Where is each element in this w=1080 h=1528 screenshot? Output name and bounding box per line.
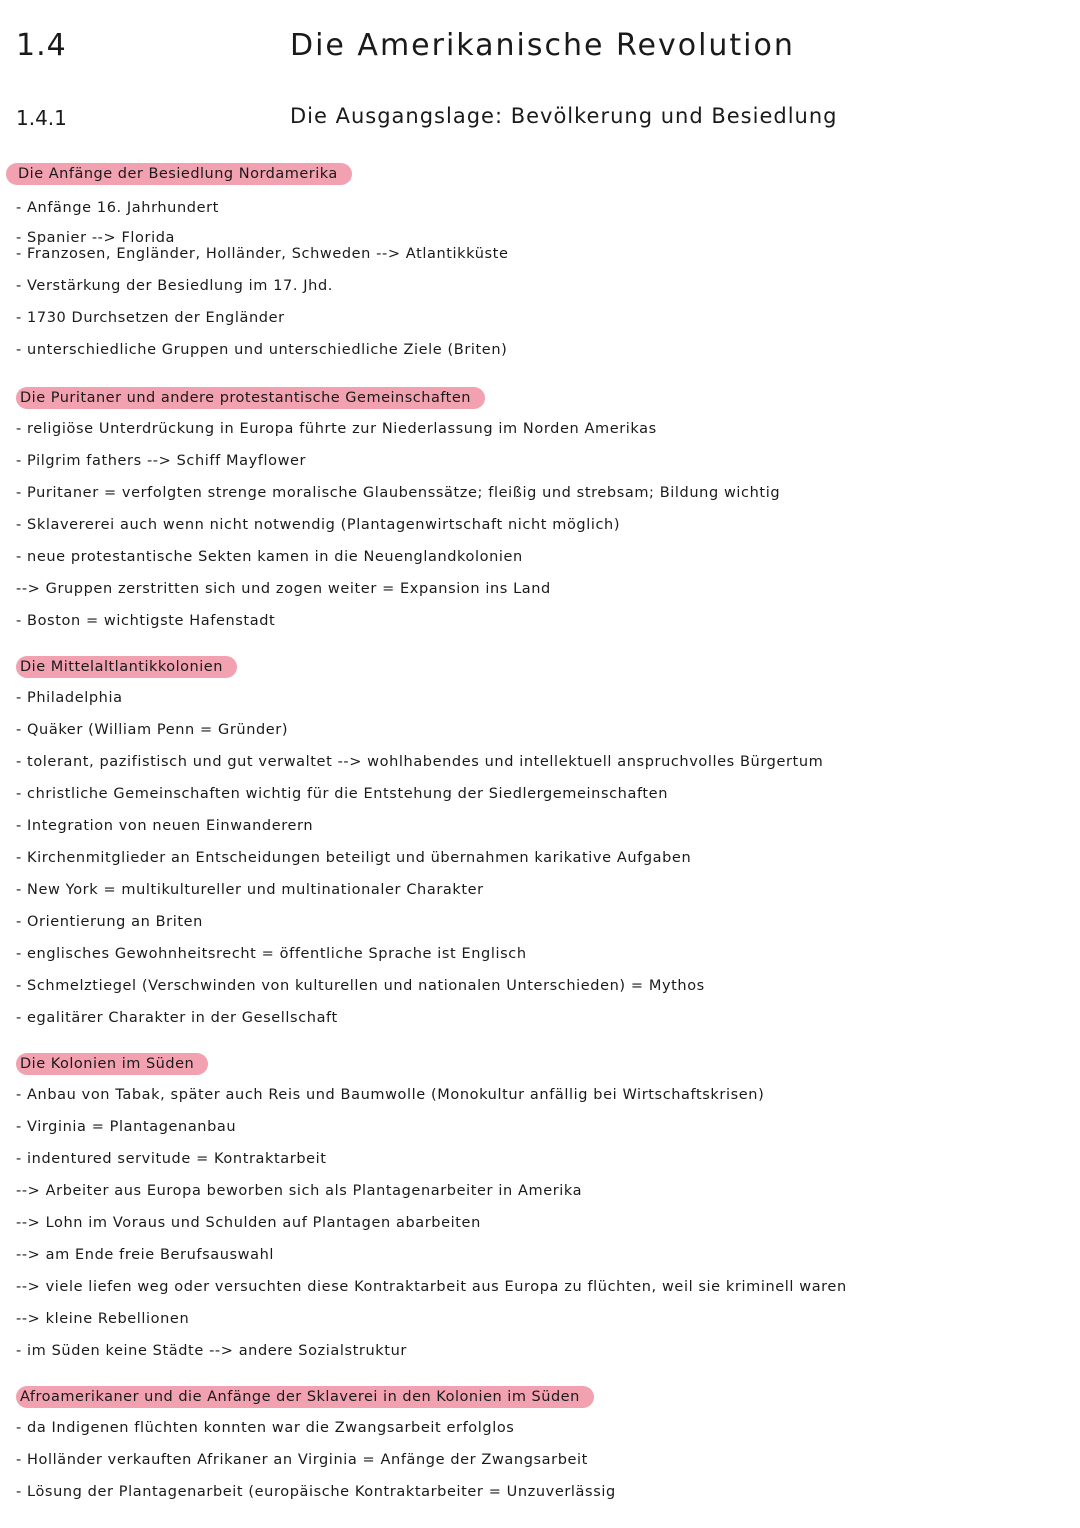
list-item: - 1730 Durchsetzen der Engländer (16, 310, 285, 326)
section-heading: Die Kolonien im Süden (16, 1053, 208, 1075)
list-item: - New York = multikultureller und multinationaler Charakter (16, 882, 484, 898)
list-item: --> Gruppen zerstritten sich und zogen weiter = Expansion ins Land (16, 581, 551, 597)
list-item: --> Arbeiter aus Europa beworben sich als Plantagenarbeiter in Amerika (16, 1183, 583, 1199)
list-item: - tolerant, pazifistisch und gut verwaltet --> wohlhabendes und intellektuell anspruchvolles Bürgertum (16, 754, 824, 770)
list-item: - Schmelztiegel (Verschwinden von kulturellen und nationalen Unterschieden) = Mythos (16, 978, 705, 994)
list-item: - Virginia = Plantagenanbau (16, 1119, 237, 1135)
list-item: - englisches Gewohnheitsrecht = öffentliche Sprache ist Englisch (16, 946, 527, 962)
list-item: - Sklavererei auch wenn nicht notwendig (Plantagenwirtschaft nicht möglich) (16, 517, 621, 533)
list-item: - Boston = wichtigste Hafenstadt (16, 613, 276, 629)
list-item: - Lösung der Plantagenarbeit (europäische Kontraktarbeiter = Unzuverlässig (16, 1484, 616, 1500)
list-item: - egalitärer Charakter in der Gesellschaft (16, 1010, 338, 1026)
section-besiedlung (6, 163, 508, 359)
section-mittelatlantik (16, 656, 823, 1027)
list-item: --> Lohn im Voraus und Schulden auf Plantagen abarbeiten (16, 1215, 481, 1231)
list-item: - Orientierung an Briten (16, 914, 203, 930)
list-item: --> kleine Rebellionen (16, 1311, 190, 1327)
section-heading: Die Puritaner und andere protestantische Gemeinschaften (16, 387, 485, 409)
subchapter-title: Die Ausgangslage: Bevölkerung und Besiedlung (290, 104, 838, 128)
section-heading: Die Mittelaltlantikkolonien (16, 656, 237, 678)
list-item: - Anfänge 16. Jahrhundert (16, 200, 219, 216)
subchapter-number: 1.4.1 (16, 106, 67, 130)
section-puritaner (16, 387, 780, 630)
section-sklaverei (16, 1386, 616, 1501)
list-item: - Spanier --> Florida (16, 230, 175, 246)
section-heading: Afroamerikaner und die Anfänge der Sklaverei in den Kolonien im Süden (16, 1386, 594, 1408)
list-item: - Puritaner = verfolgten strenge moralische Glaubenssätze; fleißig und strebsam; Bildung wichtig (16, 485, 781, 501)
list-item: - Franzosen, Engländer, Holländer, Schweden --> Atlantikküste (16, 246, 509, 262)
list-item: - Kirchenmitglieder an Entscheidungen beteiligt und übernahmen karikative Aufgaben (16, 850, 692, 866)
list-item: - Holländer verkauften Afrikaner an Virginia = Anfänge der Zwangsarbeit (16, 1452, 588, 1468)
list-item: - Philadelphia (16, 690, 123, 706)
list-item: - Pilgrim fathers --> Schiff Mayflower (16, 453, 307, 469)
list-item: - im Süden keine Städte --> andere Sozialstruktur (16, 1343, 407, 1359)
chapter-number: 1.4 (16, 28, 67, 63)
section-sueden (16, 1053, 847, 1360)
list-item: --> am Ende freie Berufsauswahl (16, 1247, 275, 1263)
list-item: - Integration von neuen Einwanderern (16, 818, 314, 834)
list-item: - Anbau von Tabak, später auch Reis und Baumwolle (Monokultur anfällig bei Wirtschaftskrisen) (16, 1087, 765, 1103)
list-item: - religiöse Unterdrückung in Europa führte zur Niederlassung im Norden Amerikas (16, 421, 657, 437)
list-item: - christliche Gemeinschaften wichtig für die Entstehung der Siedlergemeinschaften (16, 786, 668, 802)
list-item: - da Indigenen flüchten konnten war die Zwangsarbeit erfolglos (16, 1420, 515, 1436)
list-item: - Quäker (William Penn = Gründer) (16, 722, 289, 738)
list-item: - unterschiedliche Gruppen und unterschiedliche Ziele (Briten) (16, 342, 508, 358)
chapter-title: Die Amerikanische Revolution (290, 28, 795, 63)
section-heading: Die Anfänge der Besiedlung Nordamerika (6, 163, 352, 185)
list-item: - Verstärkung der Besiedlung im 17. Jhd. (16, 278, 333, 294)
list-item: --> viele liefen weg oder versuchten diese Kontraktarbeit aus Europa zu flüchten, weil sie kriminell waren (16, 1279, 847, 1295)
list-item: - indentured servitude = Kontraktarbeit (16, 1151, 327, 1167)
list-item: - neue protestantische Sekten kamen in die Neuenglandkolonien (16, 549, 523, 565)
